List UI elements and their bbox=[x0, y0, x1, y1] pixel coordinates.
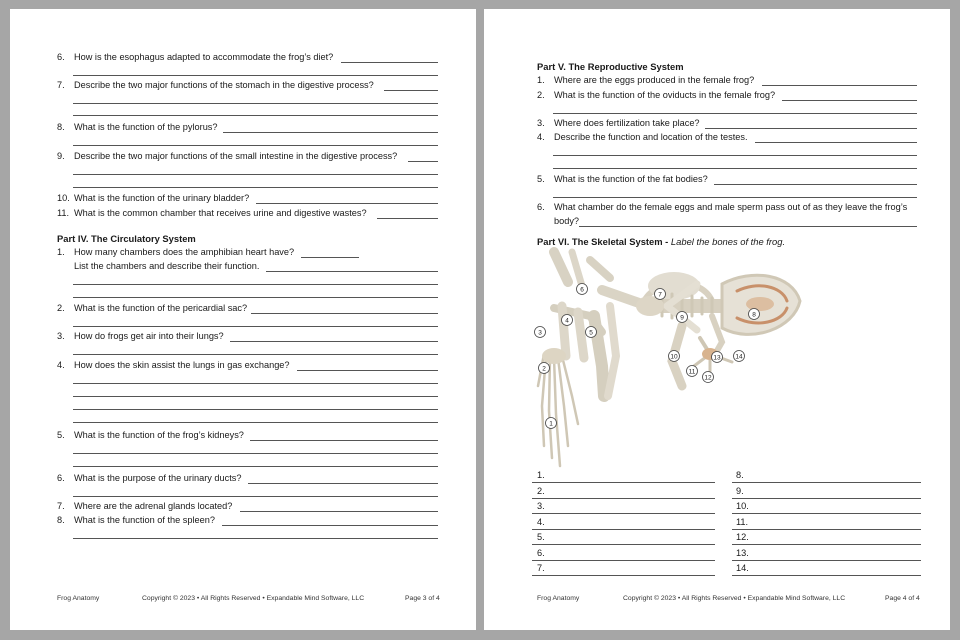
question-number: 10. bbox=[57, 193, 70, 203]
question-number: 1. bbox=[537, 75, 545, 85]
answer-line[interactable] bbox=[714, 184, 917, 185]
answer-line[interactable] bbox=[762, 85, 917, 86]
svg-text:10: 10 bbox=[670, 353, 678, 361]
question-text: How do frogs get air into their lungs? bbox=[74, 331, 224, 341]
answer-number: 14. bbox=[736, 563, 749, 573]
question-text: Where are the eggs produced in the female frog? bbox=[554, 75, 755, 85]
answer-line[interactable] bbox=[73, 496, 438, 497]
answer-line[interactable] bbox=[73, 297, 438, 298]
answer-line[interactable] bbox=[73, 409, 438, 410]
answer-line[interactable] bbox=[73, 326, 438, 327]
worksheet-page-3 bbox=[10, 9, 476, 630]
answer-line[interactable] bbox=[266, 271, 438, 272]
svg-text:4: 4 bbox=[565, 317, 569, 325]
svg-text:8: 8 bbox=[752, 311, 756, 319]
question-text: What is the function of the frog’s kidneys? bbox=[74, 430, 244, 440]
answer-line[interactable] bbox=[73, 174, 438, 175]
answer-line[interactable] bbox=[732, 498, 921, 499]
bone-label-7 bbox=[655, 289, 666, 300]
answer-line[interactable] bbox=[732, 575, 921, 576]
svg-text:6: 6 bbox=[580, 286, 584, 294]
question-text: What is the function of the spleen? bbox=[74, 515, 215, 525]
bone-label-3 bbox=[535, 327, 546, 338]
answer-line[interactable] bbox=[532, 560, 715, 561]
question-text: Where does fertilization take place? bbox=[554, 118, 700, 128]
answer-number: 6. bbox=[537, 548, 545, 558]
answer-line[interactable] bbox=[73, 396, 438, 397]
answer-line[interactable] bbox=[73, 103, 438, 104]
answer-number: 13. bbox=[736, 548, 749, 558]
answer-number: 9. bbox=[736, 486, 744, 496]
answer-line[interactable] bbox=[251, 313, 438, 314]
question-text: Describe the two major functions of the stomach in the digestive process? bbox=[74, 80, 374, 90]
answer-line[interactable] bbox=[73, 187, 438, 188]
section-heading-reproductive: Part V. The Reproductive System bbox=[537, 61, 684, 72]
question-text: What is the function of the pylorus? bbox=[74, 122, 218, 132]
question-text: What is the function of the pericardial sac? bbox=[74, 303, 248, 313]
answer-line[interactable] bbox=[73, 145, 438, 146]
answer-line[interactable] bbox=[73, 538, 438, 539]
answer-line[interactable] bbox=[782, 100, 917, 101]
answer-line[interactable] bbox=[240, 511, 438, 512]
question-number: 2. bbox=[537, 90, 545, 100]
question-text: Where are the adrenal glands located? bbox=[74, 501, 233, 511]
question-text: Describe the function and location of the testes. bbox=[554, 132, 748, 142]
answer-line[interactable] bbox=[532, 513, 715, 514]
svg-text:9: 9 bbox=[680, 314, 684, 322]
question-number: 4. bbox=[537, 132, 545, 142]
answer-line[interactable] bbox=[532, 482, 715, 483]
answer-line[interactable] bbox=[732, 513, 921, 514]
footer-page-number: Page 3 of 4 bbox=[405, 595, 440, 602]
section-heading-circulatory: Part IV. The Circulatory System bbox=[57, 233, 196, 244]
question-text: How is the esophagus adapted to accommodate the frog’s diet? bbox=[74, 52, 334, 62]
answer-line[interactable] bbox=[250, 440, 438, 441]
question-text: What is the function of the fat bodies? bbox=[554, 174, 708, 184]
answer-line[interactable] bbox=[532, 544, 715, 545]
question-number: 5. bbox=[57, 430, 65, 440]
bone-label-8 bbox=[749, 309, 760, 320]
bone-label-2 bbox=[539, 363, 550, 374]
svg-text:1: 1 bbox=[549, 420, 553, 428]
question-number: 8. bbox=[57, 122, 65, 132]
answer-line[interactable] bbox=[732, 482, 921, 483]
answer-line[interactable] bbox=[248, 483, 438, 484]
question-text: body? bbox=[554, 216, 580, 226]
question-number: 7. bbox=[57, 80, 65, 90]
svg-text:13: 13 bbox=[713, 354, 721, 362]
question-text: What chamber do the female eggs and male sperm pass out of as they leave the frog’s bbox=[554, 202, 908, 212]
bone-label-6 bbox=[577, 284, 588, 295]
footer-copyright: Copyright © 2023 • All Rights Reserved • Expandable Mind Software, LLC bbox=[142, 595, 365, 602]
question-text: What is the function of the oviducts in the female frog? bbox=[554, 90, 776, 100]
svg-text:5: 5 bbox=[589, 329, 593, 337]
answer-line[interactable] bbox=[732, 560, 921, 561]
bone-label-11 bbox=[687, 366, 698, 377]
answer-number: 8. bbox=[736, 470, 744, 480]
answer-line[interactable] bbox=[256, 203, 438, 204]
answer-number: 12. bbox=[736, 532, 749, 542]
answer-line[interactable] bbox=[73, 453, 438, 454]
answer-line[interactable] bbox=[301, 257, 359, 258]
answer-number: 5. bbox=[537, 532, 545, 542]
answer-line[interactable] bbox=[553, 113, 917, 114]
footer-doc-title: Frog Anatomy bbox=[57, 595, 100, 602]
answer-line[interactable] bbox=[73, 354, 438, 355]
answer-line[interactable] bbox=[222, 525, 438, 526]
answer-line[interactable] bbox=[579, 226, 917, 227]
answer-number: 10. bbox=[736, 501, 749, 511]
answer-number: 11. bbox=[736, 517, 749, 527]
question-number: 2. bbox=[57, 303, 65, 313]
question-number: 5. bbox=[537, 174, 545, 184]
bone-label-10 bbox=[669, 351, 680, 362]
answer-line[interactable] bbox=[73, 75, 438, 76]
answer-number: 4. bbox=[537, 517, 545, 527]
answer-line[interactable] bbox=[73, 284, 438, 285]
question-number: 6. bbox=[537, 202, 545, 212]
answer-line[interactable] bbox=[341, 62, 438, 63]
question-number: 1. bbox=[57, 247, 65, 257]
footer-page-number: Page 4 of 4 bbox=[885, 595, 920, 602]
footer-copyright: Copyright © 2023 • All Rights Reserved • Expandable Mind Software, LLC bbox=[623, 595, 846, 602]
answer-line[interactable] bbox=[532, 575, 715, 576]
question-number: 3. bbox=[57, 331, 65, 341]
answer-number: 1. bbox=[537, 470, 545, 480]
answer-line[interactable] bbox=[732, 544, 921, 545]
answer-line[interactable] bbox=[705, 128, 917, 129]
frog-skeleton-diagram bbox=[532, 246, 822, 471]
answer-line[interactable] bbox=[384, 90, 438, 91]
bone-label-14 bbox=[734, 351, 745, 362]
question-number: 7. bbox=[57, 501, 65, 511]
answer-line[interactable] bbox=[553, 155, 917, 156]
question-number: 9. bbox=[57, 151, 65, 161]
svg-text:7: 7 bbox=[658, 291, 662, 299]
answer-number: 7. bbox=[537, 563, 545, 573]
section-heading-instruction: Label the bones of the frog. bbox=[670, 236, 786, 247]
question-number: 3. bbox=[537, 118, 545, 128]
question-number: 6. bbox=[57, 473, 65, 483]
footer-doc-title: Frog Anatomy bbox=[537, 595, 580, 602]
question-text: How many chambers does the amphibian heart have? bbox=[74, 247, 295, 257]
question-text: Describe the two major functions of the small intestine in the digestive process? bbox=[74, 151, 398, 161]
answer-line[interactable] bbox=[73, 383, 438, 384]
question-text: What is the function of the urinary bladder? bbox=[74, 193, 250, 203]
answer-line[interactable] bbox=[532, 498, 715, 499]
answer-number: 2. bbox=[537, 486, 545, 496]
svg-text:2: 2 bbox=[542, 365, 546, 373]
answer-line[interactable] bbox=[73, 115, 438, 116]
answer-line[interactable] bbox=[223, 132, 438, 133]
question-number: 8. bbox=[57, 515, 65, 525]
answer-line[interactable] bbox=[73, 466, 438, 467]
bone-label-12 bbox=[703, 372, 714, 383]
answer-line[interactable] bbox=[377, 218, 438, 219]
question-text: List the chambers and describe their function. bbox=[74, 261, 260, 271]
question-text: What is the common chamber that receives urine and digestive wastes? bbox=[74, 208, 367, 218]
answer-number: 3. bbox=[537, 501, 545, 511]
answer-line[interactable] bbox=[553, 168, 917, 169]
answer-line[interactable] bbox=[755, 142, 917, 143]
svg-text:11: 11 bbox=[688, 368, 696, 376]
question-text: How does the skin assist the lungs in gas exchange? bbox=[74, 360, 290, 370]
answer-line[interactable] bbox=[553, 197, 917, 198]
answer-line[interactable] bbox=[532, 529, 715, 530]
svg-text:14: 14 bbox=[735, 353, 743, 361]
answer-line[interactable] bbox=[732, 529, 921, 530]
question-number: 6. bbox=[57, 52, 65, 62]
answer-line[interactable] bbox=[230, 341, 438, 342]
question-text: What is the purpose of the urinary ducts? bbox=[74, 473, 242, 483]
bone-label-5 bbox=[586, 327, 597, 338]
answer-line[interactable] bbox=[408, 161, 438, 162]
svg-text:12: 12 bbox=[704, 374, 712, 382]
bone-label-1 bbox=[546, 418, 557, 429]
bone-label-4 bbox=[562, 315, 573, 326]
section-heading-text: Part VI. The Skeletal System - bbox=[537, 236, 671, 247]
question-number: 11. bbox=[57, 208, 70, 218]
question-number: 4. bbox=[57, 360, 65, 370]
answer-line[interactable] bbox=[73, 422, 438, 423]
answer-line[interactable] bbox=[297, 370, 438, 371]
svg-text:3: 3 bbox=[538, 329, 542, 337]
bone-label-13 bbox=[712, 352, 723, 363]
bone-label-9 bbox=[677, 312, 688, 323]
worksheet-page-4 bbox=[484, 9, 950, 630]
